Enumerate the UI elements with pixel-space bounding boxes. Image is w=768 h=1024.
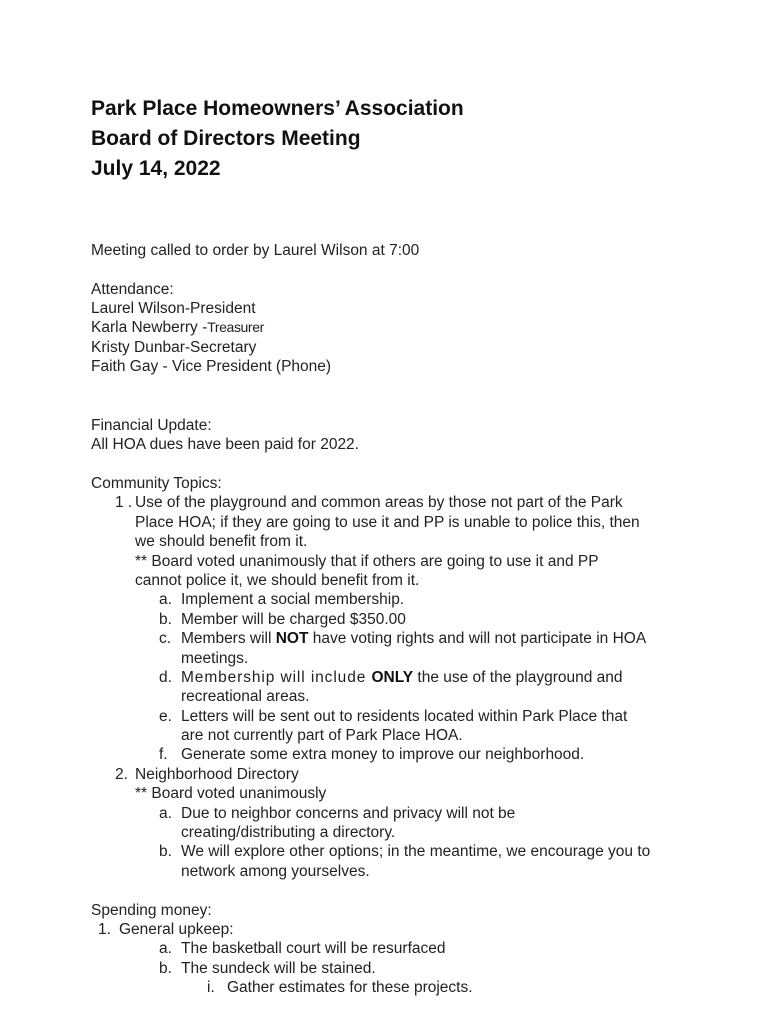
text-span: Membership will include (181, 669, 372, 686)
attendance-heading: Attendance: (91, 281, 174, 298)
emphasis: ONLY (371, 669, 414, 686)
list-marker: b. (159, 843, 172, 860)
attendee-vice-president: Faith Gay - Vice President (Phone) (91, 358, 332, 375)
association-title: Park Place Homeowners’ Association (91, 97, 464, 120)
sub-item: The sundeck will be stained. (181, 960, 376, 977)
topic-2-title: Neighborhood Directory (135, 766, 299, 783)
topic-2-vote: ** Board voted unanimously (135, 785, 327, 802)
financial-text: All HOA dues have been paid for 2022. (91, 436, 359, 453)
financial-heading: Financial Update: (91, 417, 212, 434)
community-heading: Community Topics: (91, 475, 222, 492)
spending-item: General upkeep: (119, 921, 234, 938)
sub-item-cont: creating/distributing a directory. (181, 824, 396, 841)
list-marker: e. (159, 708, 172, 725)
sub-sub-item: Gather estimates for these projects. (227, 979, 473, 996)
sub-item (181, 668, 623, 688)
sub-item: We will explore other options; in the meantime, we encourage you to (181, 843, 651, 860)
call-to-order: Meeting called to order by Laurel Wilson at 7:00 (91, 242, 420, 259)
topic-1-line: Place HOA; if they are going to use it and PP is unable to police this, then (135, 514, 640, 531)
sub-item: Due to neighbor concerns and privacy will not be (181, 805, 516, 822)
sub-item: Member will be charged $350.00 (181, 611, 406, 628)
attendee-secretary: Kristy Dunbar-Secretary (91, 339, 257, 356)
list-marker: b. (159, 611, 172, 628)
list-marker: 1. (98, 921, 111, 938)
list-marker: i. (207, 979, 215, 996)
sub-item-cont: meetings. (181, 650, 249, 667)
attendee-role: Treasurer (207, 319, 264, 335)
list-marker: a. (159, 591, 172, 608)
sub-item-cont: network among yourselves. (181, 863, 370, 880)
text-span: the use of the playground and (413, 669, 623, 686)
list-marker: a. (159, 805, 172, 822)
list-marker: 2. (115, 766, 128, 783)
topic-1-vote: cannot police it, we should benefit from it. (135, 572, 420, 589)
meeting-date: July 14, 2022 (91, 157, 221, 180)
attendee-treasurer (91, 318, 264, 338)
list-marker: d. (159, 669, 172, 686)
list-marker: f. (159, 746, 168, 763)
sub-item (181, 629, 646, 649)
meeting-title: Board of Directors Meeting (91, 127, 361, 150)
sub-item: Letters will be sent out to residents located within Park Place that (181, 708, 628, 725)
sub-item-cont: recreational areas. (181, 688, 310, 705)
sub-item: Generate some extra money to improve our neighborhood. (181, 746, 585, 763)
sub-item: Implement a social membership. (181, 591, 405, 608)
list-marker: b. (159, 960, 172, 977)
sub-item-cont: are not currently part of Park Place HOA. (181, 727, 463, 744)
text-span: have voting rights and will not participate in HOA (308, 630, 647, 647)
attendee-president: Laurel Wilson-President (91, 300, 256, 317)
emphasis: NOT (275, 630, 309, 647)
spending-heading: Spending money: (91, 902, 212, 919)
attendee-name: Karla Newberry - (91, 319, 208, 336)
sub-item: The basketball court will be resurfaced (181, 940, 446, 957)
topic-1-line: Use of the playground and common areas by those not part of the Park (135, 494, 623, 511)
topic-1-line: we should benefit from it. (135, 533, 308, 550)
topic-1-vote: ** Board voted unanimously that if others are going to use it and PP (135, 553, 599, 570)
list-marker: c. (159, 630, 172, 647)
list-marker: 1 . (115, 494, 133, 511)
list-marker: a. (159, 940, 172, 957)
text-span: Members will (181, 630, 276, 647)
